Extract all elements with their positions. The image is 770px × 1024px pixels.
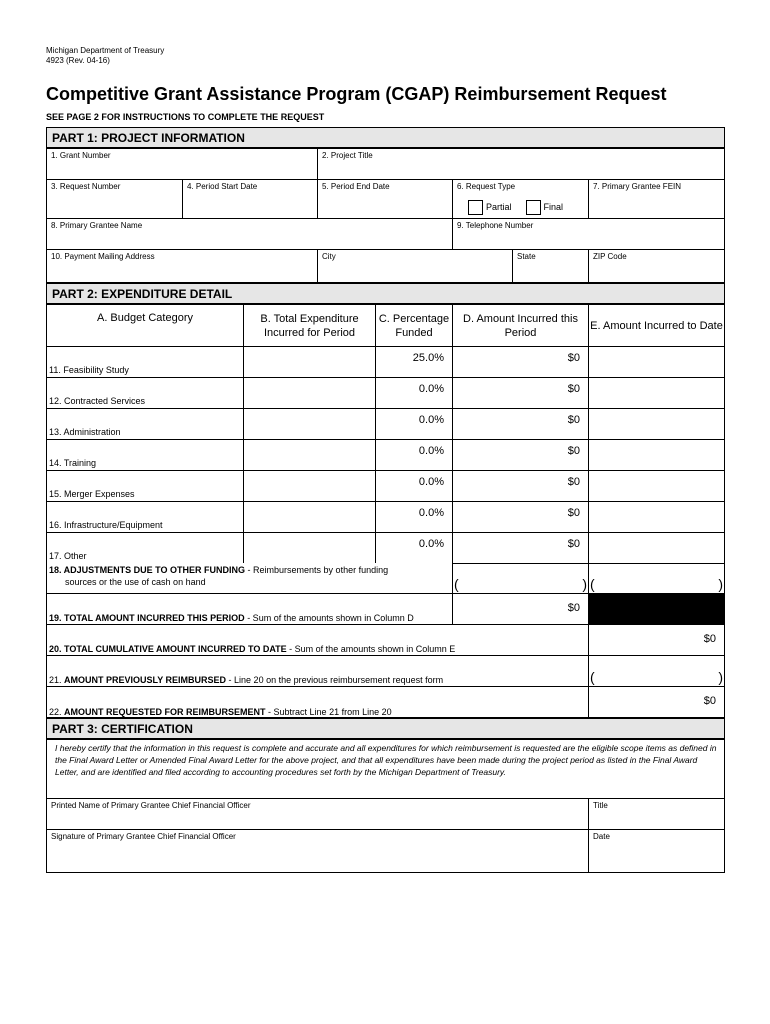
row-label-cell [46,439,244,471]
total-expenditure-input[interactable] [243,377,376,409]
line21-desc: - Line 20 on the previous reimbursement request form [226,675,444,685]
line19-blocked-cell [588,593,725,625]
amount-this-period: $0 [452,346,589,378]
part2-heading: PART 2: EXPENDITURE DETAIL [46,283,725,304]
line18-d-open: ( [454,576,459,592]
line18-e-close: ) [718,576,723,592]
row-label-cell [46,346,244,378]
line21-prefix: 21. [49,675,65,685]
line21-open: ( [590,669,595,685]
col-d-header: D. Amount Incurred this Period [452,304,589,347]
total-expenditure-input[interactable] [243,346,376,378]
certification-text: I hereby certify that the information in this request is complete and accurate and all expenditures for which reimbursement is requested are the eligible scope items as defined in the Final Award Letter or Amended Final Award Letter for the above project, and that all expenditures have been made during the project period as listed in the Final Award Letter, and are identified and filed according to accounting procedures set forth by the Michigan Department of Treasury. [55,743,717,777]
signature-field[interactable] [46,829,589,873]
line19-desc: - Sum of the amounts shown in Column D [244,613,414,623]
certification-box [46,739,725,799]
row-label-cell [46,377,244,409]
line18-desc-cont: sources or the use of cash on hand [65,577,206,587]
line18-label: 18. ADJUSTMENTS DUE TO OTHER FUNDING [49,565,246,575]
project-title-label: 2. Project Title [322,151,373,160]
line22-prefix: 22. [49,707,65,717]
line21-amount[interactable] [588,655,725,687]
row-label: 17. Other [49,551,87,561]
row-label-cell [46,501,244,533]
line20-row [46,624,589,656]
line22-label: AMOUNT REQUESTED FOR REIMBURSEMENT [64,707,266,717]
total-expenditure-input[interactable] [243,470,376,502]
total-expenditure-input[interactable] [243,408,376,440]
grant-number-field[interactable] [46,148,318,180]
line22-total: $0 [588,686,725,718]
amount-this-period: $0 [452,470,589,502]
col-a-header: A. Budget Category [46,304,244,347]
percentage-funded: 0.0% [375,439,453,471]
line18-d-close: ) [582,576,587,592]
line22-row [46,686,589,718]
amount-to-date-input[interactable] [588,346,725,378]
telephone-field[interactable] [452,218,725,250]
period-end-field[interactable] [317,179,453,219]
printed-name-field[interactable] [46,798,589,830]
row-label-cell [46,532,244,564]
line18-e-open: ( [590,576,595,592]
row-label: 12. Contracted Services [49,396,146,406]
percentage-funded: 0.0% [375,470,453,502]
line19-total: $0 [452,593,589,625]
instructions-note: SEE PAGE 2 FOR INSTRUCTIONS TO COMPLETE THE REQUEST [46,112,325,122]
row-label-cell [46,408,244,440]
row-label: 11. Feasibility Study [49,365,129,375]
form-number: 4923 (Rev. 04-16) [46,56,110,65]
part1-heading: PART 1: PROJECT INFORMATION [46,127,725,148]
line18-col-d[interactable] [452,563,589,594]
percentage-funded: 25.0% [375,346,453,378]
signature-label: Signature of Primary Grantee Chief Financial Officer [51,832,236,841]
total-expenditure-input[interactable] [243,501,376,533]
date-field[interactable] [588,829,725,873]
amount-to-date-input[interactable] [588,408,725,440]
total-expenditure-input[interactable] [243,439,376,471]
amount-this-period: $0 [452,532,589,564]
title-label: Title [593,801,608,810]
row-label: 16. Infrastructure/Equipment [49,520,163,530]
grantee-name-field[interactable] [46,218,453,250]
col-b-header: B. Total Expenditure Incurred for Period [243,304,376,347]
line22-desc: - Subtract Line 21 from Line 20 [265,707,392,717]
amount-this-period: $0 [452,408,589,440]
percentage-funded: 0.0% [375,501,453,533]
line18-col-e[interactable] [588,563,725,594]
col-e-header: E. Amount Incurred to Date [588,304,725,347]
final-checkbox[interactable] [526,200,541,215]
page-title: Competitive Grant Assistance Program (CGAP) Reimbursement Request [46,84,667,104]
agency-name: Michigan Department of Treasury [46,46,165,55]
printed-name-label: Printed Name of Primary Grantee Chief Financial Officer [51,801,251,810]
line20-total: $0 [588,624,725,656]
amount-this-period: $0 [452,439,589,471]
line18-desc: - Reimbursements by other funding [245,565,389,575]
line19-row [46,593,453,625]
line19-label: 19. TOTAL AMOUNT INCURRED THIS PERIOD [49,613,245,623]
zip-label: ZIP Code [593,252,627,261]
period-start-label: 4. Period Start Date [187,182,258,191]
fein-field[interactable] [588,179,725,219]
city-label: City [322,252,336,261]
request-type-label: 6. Request Type [457,182,516,191]
line20-desc: - Sum of the amounts shown in Column E [286,644,456,654]
line18-row [46,563,453,594]
percentage-funded: 0.0% [375,408,453,440]
date-label: Date [593,832,610,841]
amount-to-date-input[interactable] [588,377,725,409]
request-number-label: 3. Request Number [51,182,121,191]
period-end-label: 5. Period End Date [322,182,390,191]
mailing-address-label: 10. Payment Mailing Address [51,252,155,261]
title-field[interactable] [588,798,725,830]
amount-to-date-input[interactable] [588,470,725,502]
amount-to-date-input[interactable] [588,532,725,564]
line20-label: 20. TOTAL CUMULATIVE AMOUNT INCURRED TO DATE [49,644,287,654]
row-label: 15. Merger Expenses [49,489,135,499]
amount-to-date-input[interactable] [588,501,725,533]
part3-heading: PART 3: CERTIFICATION [46,718,725,739]
line21-label: AMOUNT PREVIOUSLY REIMBURSED [64,675,227,685]
final-label: Final [543,201,564,212]
mailing-address-field[interactable] [46,249,318,283]
row-label: 14. Training [49,458,97,468]
amount-to-date-input[interactable] [588,439,725,471]
row-label: 13. Administration [49,427,121,437]
amount-this-period: $0 [452,501,589,533]
fein-label: 7. Primary Grantee FEIN [593,182,682,191]
amount-this-period: $0 [452,377,589,409]
partial-checkbox[interactable] [468,200,483,215]
city-field[interactable] [317,249,513,283]
percentage-funded: 0.0% [375,377,453,409]
partial-label: Partial [486,201,512,212]
state-label: State [517,252,536,261]
row-label-cell [46,470,244,502]
period-start-field[interactable] [182,179,318,219]
col-c-header: C. Percentage Funded [375,304,453,347]
zip-field[interactable] [588,249,725,283]
project-title-field[interactable] [317,148,725,180]
request-number-field[interactable] [46,179,183,219]
line21-row [46,655,589,687]
percentage-funded: 0.0% [375,532,453,564]
total-expenditure-input[interactable] [243,532,376,564]
grant-number-label: 1. Grant Number [51,151,111,160]
state-field[interactable] [512,249,589,283]
grantee-name-label: 8. Primary Grantee Name [51,221,143,230]
telephone-label: 9. Telephone Number [457,221,534,230]
line21-close: ) [718,669,723,685]
request-type-field [452,179,589,219]
